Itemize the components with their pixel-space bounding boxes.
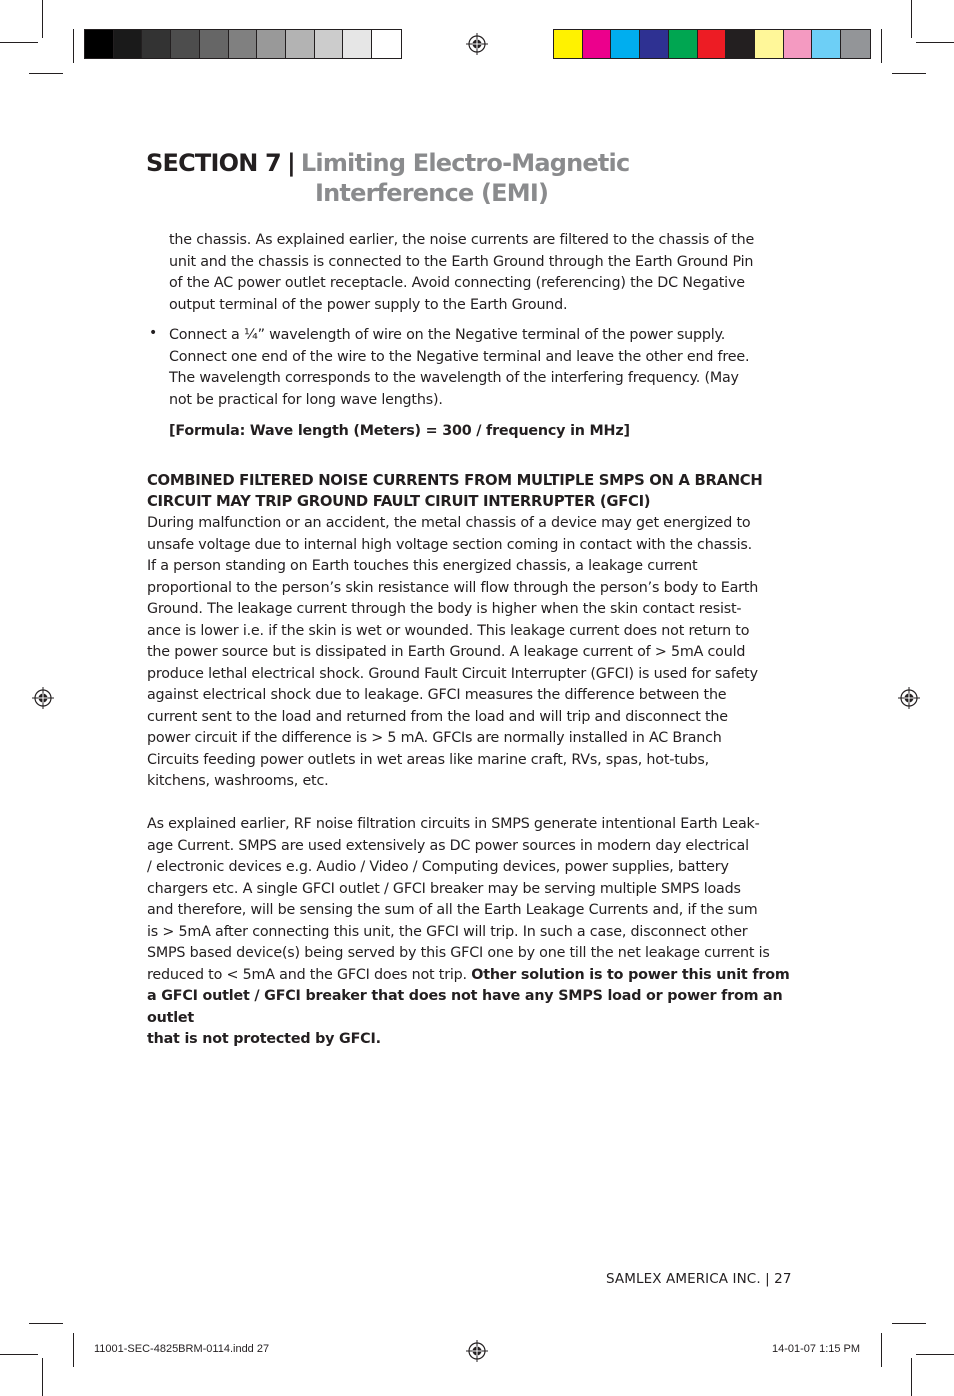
color-swatch (611, 30, 640, 58)
color-swatch (640, 30, 669, 58)
crop-mark (73, 1333, 74, 1367)
text-line: power circuit if the difference is > 5 mA. GFCIs are normally installed in AC Branch (147, 730, 722, 746)
text-line: the power source but is dissipated in Earth Ground. A leakage current of > 5mA could (147, 644, 746, 660)
bullet-item (169, 325, 809, 411)
text-run: reduced to < 5mA and the GFCI does not trip. (147, 966, 472, 983)
color-swatch (171, 30, 200, 58)
crop-mark (911, 1358, 912, 1396)
cmyk-color-bar (553, 29, 871, 59)
text-line: the chassis. As explained earlier, the noise currents are filtered to the chassis of the (169, 232, 755, 248)
text-line: / electronic devices e.g. Audio / Video / Computing devices, power supplies, battery (147, 859, 729, 875)
text-line: not be practical for long wave lengths). (169, 391, 443, 408)
color-swatch (755, 30, 784, 58)
crop-mark (911, 0, 912, 38)
gfci-paragraph (147, 513, 817, 793)
registration-target-icon (466, 1340, 488, 1362)
grayscale-color-bar (84, 29, 402, 59)
crop-mark (892, 1323, 926, 1324)
registration-target-icon (32, 687, 54, 709)
formula-note: [Formula: Wave length (Meters) = 300 / frequency in MHz] (169, 423, 630, 439)
text-line: a GFCI outlet / GFCI breaker that does not have any SMPS load or power from an outlet (147, 988, 783, 1026)
color-swatch (372, 30, 401, 58)
crop-mark (916, 42, 954, 43)
text-line: chargers etc. A single GFCI outlet / GFCI breaker may be serving multiple SMPS loads (147, 880, 741, 897)
text-line: If a person standing on Earth touches this energized chassis, a leakage current (147, 558, 698, 574)
heading-separator: | (286, 149, 295, 177)
text-line: Circuits feeding power outlets in wet areas like marine craft, RVs, spas, hot-tubs, (147, 751, 709, 768)
continued-paragraph (169, 230, 809, 316)
color-swatch (669, 30, 698, 58)
text-line: unsafe voltage due to internal high voltage section coming in contact with the chassis. (147, 536, 752, 553)
slug-filename: 11001-SEC-4825BRM-0114.indd 27 (94, 1343, 270, 1355)
color-swatch (784, 30, 813, 58)
text-line: is > 5mA after connecting this unit, the GFCI will trip. In such a case, disconnect other (147, 923, 748, 940)
crop-mark (42, 0, 43, 38)
text-line: The wavelength corresponds to the wavelength of the interfering frequency. (May (169, 370, 739, 386)
page-footer: SAMLEX AMERICA INC. | 27 (606, 1271, 792, 1287)
text-line: unit and the chassis is connected to the Earth Ground through the Earth Ground Pin (169, 253, 754, 270)
section-number: SECTION 7 (146, 149, 281, 177)
color-swatch (583, 30, 612, 58)
crop-mark (29, 1323, 63, 1324)
text-line: produce lethal electrical shock. Ground Fault Circuit Interrupter (GFCI) is used for safety (147, 665, 758, 682)
color-swatch (554, 30, 583, 58)
bullet-marker: • (149, 325, 158, 341)
text-line: of the AC power outlet receptacle. Avoid connecting (referencing) the DC Negative (169, 275, 745, 291)
crop-mark (0, 42, 38, 43)
text-line: that is not protected by GFCI. (147, 1031, 381, 1047)
color-swatch (841, 30, 870, 58)
color-swatch (85, 30, 114, 58)
color-swatch (114, 30, 143, 58)
color-swatch (142, 30, 171, 58)
registration-target-icon (466, 33, 488, 55)
text-line: CIRCUIT MAY TRIP GROUND FAULT CIRUIT INTERRUPTER (GFCI) (147, 492, 651, 510)
text-line: During malfunction or an accident, the metal chassis of a device may get energized to (147, 515, 751, 531)
crop-mark (881, 1333, 882, 1367)
crop-mark (29, 73, 63, 74)
text-line (147, 965, 817, 987)
text-line: ance is lower i.e. if the skin is wet or wounded. This leakage current does not return to (147, 622, 750, 639)
text-line: against electrical shock due to leakage. GFCI measures the difference between the (147, 687, 727, 703)
crop-mark (916, 1354, 954, 1355)
color-swatch (726, 30, 755, 58)
text-line: Ground. The leakage current through the body is higher when the skin contact resist- (147, 601, 742, 617)
color-swatch (257, 30, 286, 58)
section-title-line2: Interference (EMI) (315, 179, 549, 207)
crop-mark (73, 29, 74, 63)
slug-timestamp: 14-01-07 1:15 PM (772, 1343, 861, 1355)
text-line: and therefore, will be sensing the sum of all the Earth Leakage Currents and, if the sum (147, 902, 758, 918)
text-line: age Current. SMPS are used extensively as DC power sources in modern day electrical (147, 837, 749, 854)
bold-text-run: Other solution is to power this unit from (471, 966, 790, 983)
text-line: As explained earlier, RF noise filtration circuits in SMPS generate intentional Earth Leak- (147, 816, 760, 832)
text-line: kitchens, washrooms, etc. (147, 773, 329, 789)
crop-mark (892, 73, 926, 74)
color-swatch (698, 30, 727, 58)
section-title-line1: Limiting Electro-Magnetic (300, 149, 630, 177)
color-swatch (315, 30, 344, 58)
text-line: current sent to the load and returned from the load and will trip and disconnect the (147, 708, 728, 725)
crop-mark (0, 1354, 38, 1355)
crop-mark (42, 1358, 43, 1396)
color-swatch (200, 30, 229, 58)
text-line: SMPS based device(s) being served by this GFCI one by one till the net leakage current is (147, 945, 770, 961)
text-line: Connect a ¼” wavelength of wire on the Negative terminal of the power supply. (169, 327, 726, 343)
text-line: output terminal of the power supply to the Earth Ground. (169, 296, 568, 313)
subheading (147, 471, 817, 512)
registration-target-icon (898, 687, 920, 709)
smps-leakage-paragraph (147, 814, 817, 1051)
color-swatch (229, 30, 258, 58)
text-line: COMBINED FILTERED NOISE CURRENTS FROM MULTIPLE SMPS ON A BRANCH (147, 472, 763, 489)
text-line: proportional to the person’s skin resistance will flow through the person’s body to Earth (147, 579, 759, 596)
section-heading (146, 148, 630, 207)
text-line: Connect one end of the wire to the Negative terminal and leave the other end free. (169, 348, 750, 365)
color-swatch (343, 30, 372, 58)
color-swatch (812, 30, 841, 58)
crop-mark (881, 29, 882, 63)
color-swatch (286, 30, 315, 58)
